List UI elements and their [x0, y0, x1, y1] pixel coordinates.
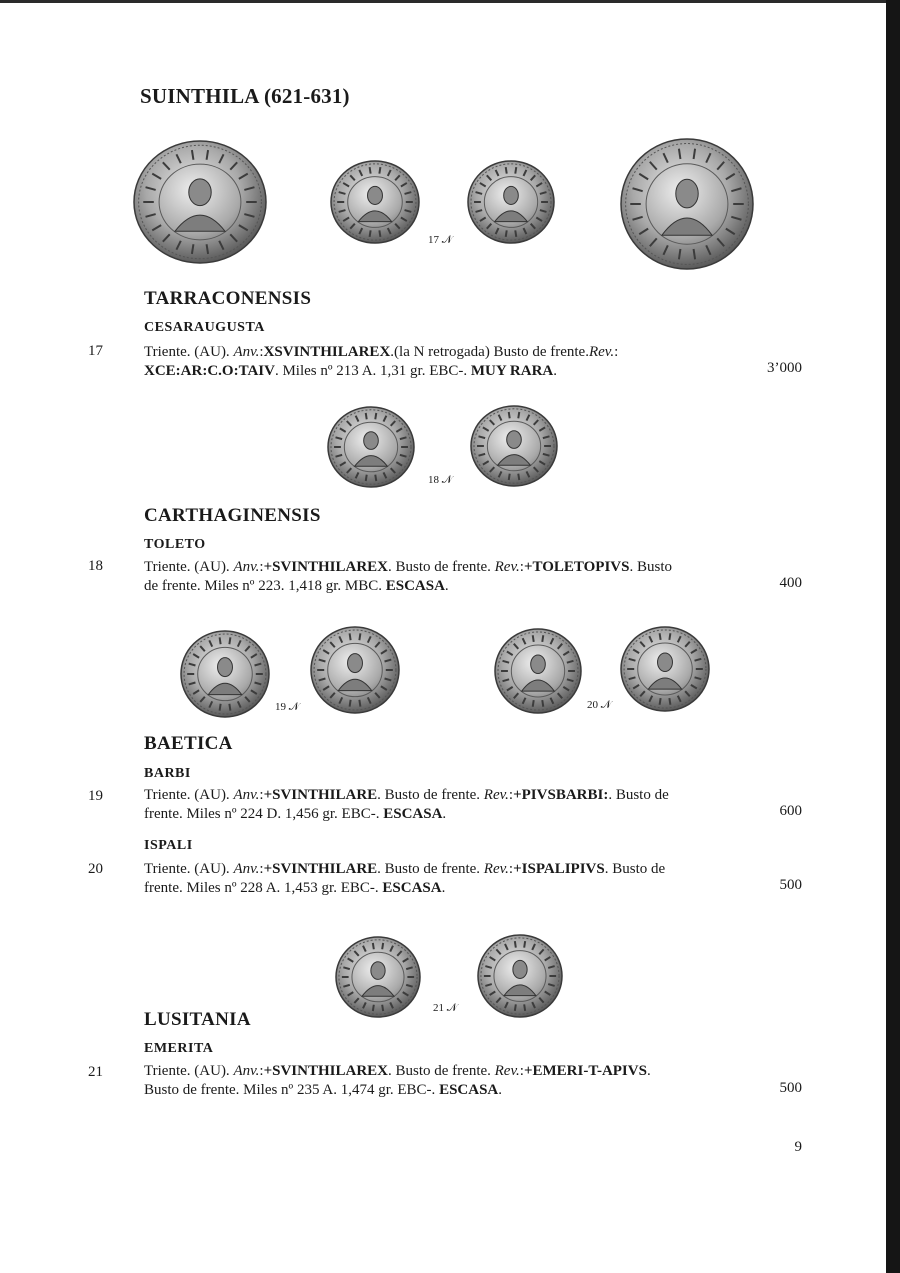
lot-description-21: [144, 1062, 738, 1100]
lot-price-17: 3’000: [767, 360, 802, 376]
region-heading-lusitania: LUSITANIA: [144, 1009, 251, 1030]
coin-17-reverse-image: [467, 160, 555, 244]
mint-heading-barbi: BARBI: [144, 766, 191, 781]
lot-number-20: 20: [88, 861, 103, 877]
coin-19-reverse-image: [310, 626, 400, 714]
region-heading-carthaginensis: CARTHAGINENSIS: [144, 505, 321, 526]
lot-description-20: [144, 860, 738, 898]
coin-20-reverse-image: [620, 626, 710, 712]
coin-18-obverse-image: [327, 406, 415, 488]
desc-line-2: Busto de frente. Miles nº 235 A. 1,474 gr. EBC-. ESCASA.: [144, 1082, 502, 1098]
coin-21-obverse-image: [335, 936, 421, 1018]
desc-line-2: XCE:AR:C.O:TAIV. Miles nº 213 A. 1,31 gr. EBC-. MUY RARA.: [144, 363, 557, 379]
coin-17-obverse-image: [330, 160, 420, 244]
scan-right-edge: [886, 0, 900, 1273]
coin-21-caption: 21 𝒩: [433, 1002, 458, 1014]
mint-heading-toleto: TOLETO: [144, 537, 206, 552]
page-title: SUINTHILA (621-631): [140, 84, 350, 108]
lot-number-18: 18: [88, 558, 103, 574]
coin-20-obverse-image: [494, 628, 582, 714]
desc-line-2: de frente. Miles nº 223. 1,418 gr. MBC. ESCASA.: [144, 578, 449, 594]
lot-price-19: 600: [779, 803, 802, 819]
lot-description-18: [144, 558, 738, 596]
desc-line-2: frente. Miles nº 224 D. 1,456 gr. EBC-. ESCASA.: [144, 806, 447, 822]
coin-18-reverse-image: [470, 405, 558, 487]
coin-20-caption: 20 𝒩: [587, 699, 612, 711]
desc-line-1: Triente. (AU). Anv.:+SVINTHILAREX. Busto de frente. Rev.:+TOLETOPIVS. Busto: [144, 559, 672, 575]
lot-number-19: 19: [88, 788, 103, 804]
coin-17-caption: 17 𝒩: [428, 234, 453, 246]
lot-price-20: 500: [779, 877, 802, 893]
coin-19-obverse-image: [180, 630, 270, 718]
coin-21-reverse-image: [477, 934, 563, 1018]
lot-number-17: 17: [88, 343, 103, 359]
coin-18-caption: 18 𝒩: [428, 474, 453, 486]
mint-heading-emerita: EMERITA: [144, 1041, 214, 1056]
coin-19-caption: 19 𝒩: [275, 701, 300, 713]
lot-description-19: [144, 786, 738, 824]
desc-line-1: Triente. (AU). Anv.:+SVINTHILARE. Busto de frente. Rev.:+ISPALIPIVS. Busto de: [144, 861, 666, 877]
lot-number-21: 21: [88, 1064, 103, 1080]
lot-price-21: 500: [779, 1080, 802, 1096]
coin-17-reverse-enlarged-image: [620, 138, 754, 270]
region-heading-tarraconensis: TARRACONENSIS: [144, 288, 312, 309]
coin-17-obverse-enlarged-image: [133, 140, 267, 264]
region-heading-baetica: BAETICA: [144, 733, 233, 754]
mint-heading-ispali: ISPALI: [144, 838, 193, 853]
mint-heading-cesaraugusta: CESARAUGUSTA: [144, 320, 265, 335]
scan-top-edge: [0, 0, 900, 3]
page-number: 9: [794, 1139, 802, 1155]
desc-line-1: Triente. (AU). Anv.:XSVINTHILAREX.(la N retrogada) Busto de frente.Rev.:: [144, 344, 619, 360]
lot-price-18: 400: [779, 575, 802, 591]
lot-description-17: [144, 343, 738, 381]
desc-line-1: Triente. (AU). Anv.:+SVINTHILAREX. Busto de frente. Rev.:+EMERI-T-APIVS.: [144, 1063, 651, 1079]
desc-line-1: Triente. (AU). Anv.:+SVINTHILARE. Busto de frente. Rev.:+PIVSBARBI:. Busto de: [144, 787, 669, 803]
desc-line-2: frente. Miles nº 228 A. 1,453 gr. EBC-. ESCASA.: [144, 880, 446, 896]
